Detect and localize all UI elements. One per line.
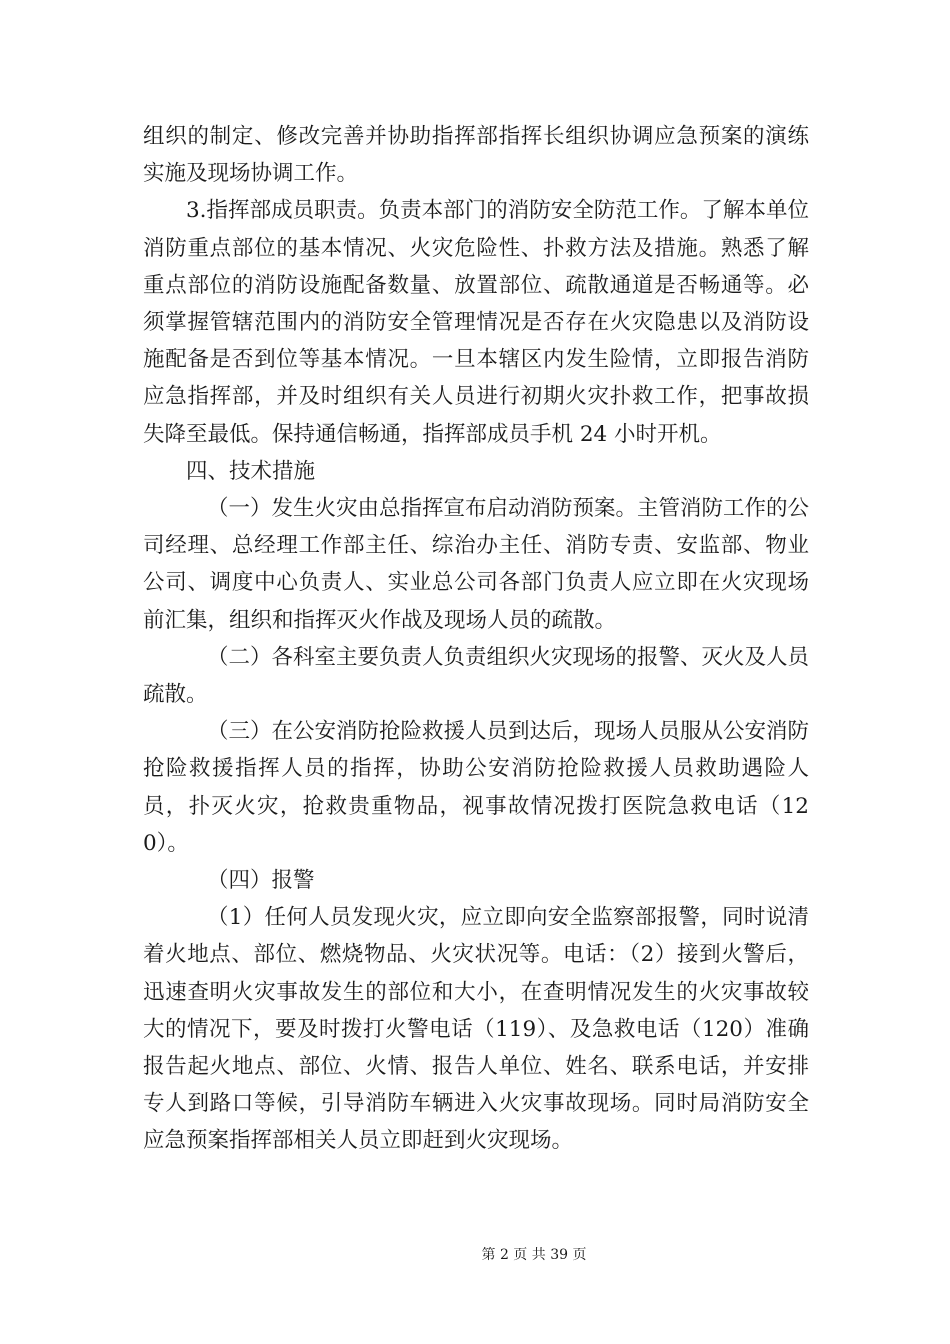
paragraph-measure-2: （二）各科室主要负责人负责组织火灾现场的报警、灭火及人员疏散。 <box>143 644 810 708</box>
page-number-footer <box>0 1246 950 1264</box>
page-number-label: 第 2 页 共 39 页 <box>481 1247 587 1263</box>
paragraph-member-duties: 3.指挥部成员职责。负责本部门的消防安全防范工作。了解本单位消防重点部位的基本情况、火灾危险性、扑救方法及措施。熟悉了解重点部位的消防设施配备数量、放置部位、疏散通道是否畅通等。必须掌握管辖范围内的消防安全管理情况是否存在火灾隐患以及消防设施配备是否到位等基本情况。一旦本辖区内发生险情，立即报告消防应急指挥部，并及时组织有关人员进行初期火灾扑救工作，把事故损失降至最低。保持通信畅通，指挥部成员手机 24 小时开机。 <box>143 198 809 447</box>
paragraph-measure-3: （三）在公安消防抢险救援人员到达后，现场人员服从公安消防抢险救援指挥人员的指挥，协助公安消防抢险救援人员救助遇险人员，扑灭火灾，抢救贵重物品，视事故情况拨打医院急救电话（120）。 <box>143 719 810 856</box>
paragraph-measure-1: （一）发生火灾由总指挥宣布启动消防预案。主管消防工作的公司经理、总经理工作部主任、综治办主任、消防专责、安监部、物业公司、调度中心负责人、实业总公司各部门负责人应立即在火灾现场前汇集，组织和指挥灭火作战及现场人员的疏散。 <box>143 496 810 633</box>
document-body <box>143 118 809 1160</box>
subheading-alarm: （四）报警 <box>207 868 315 894</box>
paragraph-continuation: 组织的制定、修改完善并协助指挥部指挥长组织协调应急预案的演练实施及现场协调工作。 <box>143 124 809 187</box>
section-heading-technical-measures: 四、技术措施 <box>186 458 316 484</box>
paragraph-alarm-procedure: （1）任何人员发现火灾，应立即向安全监察部报警，同时说清着火地点、部位、燃烧物品、火灾状况等。电话：（2）接到火警后，迅速查明火灾事故发生的部位和大小，在查明情况发生的火灾事故较大的情况下，要及时拨打火警电话（119）、及急救电话（120）准确报告起火地点、部位、火情、报告人单位、姓名、联系电话，并安排专人到路口等候，引导消防车辆进入火灾事故现场。同时局消防安全应急预案指挥部相关人员立即赶到火灾现场。 <box>143 905 809 1154</box>
